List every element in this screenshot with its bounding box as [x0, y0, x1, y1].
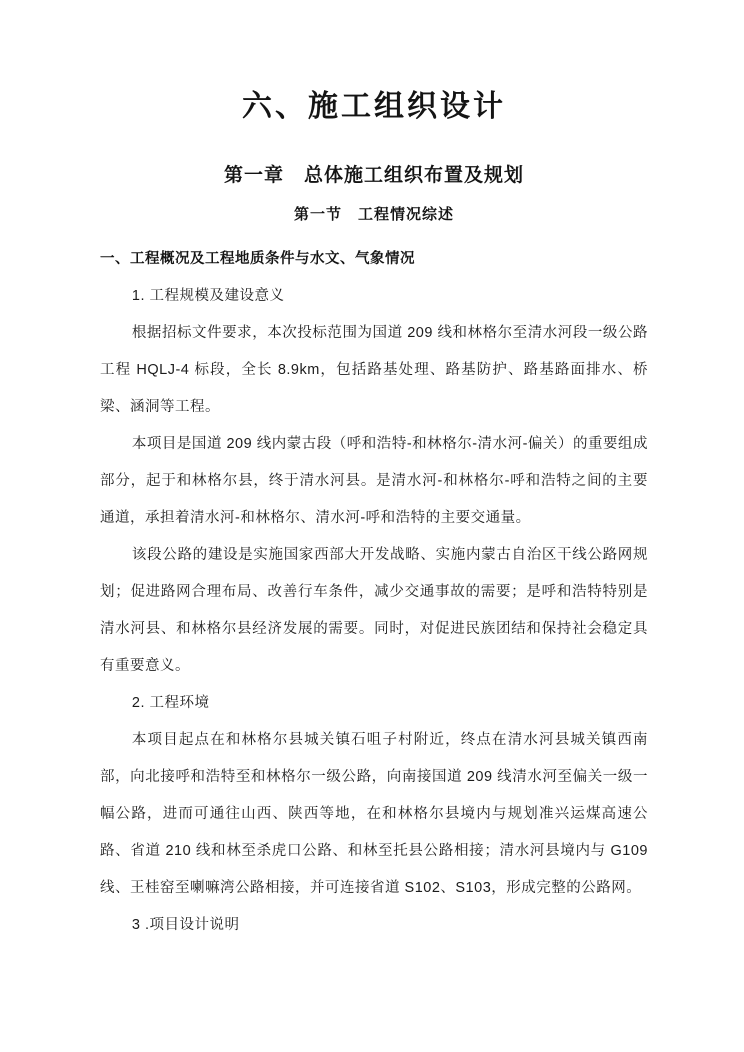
- subheading-project-scale: 1. 工程规模及建设意义: [131, 288, 285, 304]
- subheading-project-environment: 2. 工程环境: [131, 695, 210, 711]
- paragraph-project-location: 本项目是国道 209 线内蒙古段（呼和浩特-和林格尔-清水河-偏关）的重要组成部分，起于和林格尔县，终于清水河县。是清水河-和林格尔-呼和浩特之间的主要通道，承担着清水河-和林格尔、清水河-呼和浩特的主要交通量。: [100, 436, 648, 526]
- section-heading: 第一节 工程情况综述: [293, 206, 454, 223]
- heading-project-overview: 一、工程概况及工程地质条件与水文、气象情况: [100, 251, 415, 267]
- document-body: [100, 241, 648, 944]
- subheading-design-description: 3 .项目设计说明: [131, 917, 240, 933]
- paragraph-construction-significance: 该段公路的建设是实施国家西部大开发战略、实施内蒙古自治区干线公路网规划；促进路网合理布局、改善行车条件，减少交通事故的需要；是呼和浩特特别是清水河县、和林格尔县经济发展的需要。同时，对促进民族团结和保持社会稳定具有重要意义。: [100, 547, 648, 674]
- chapter-heading: 第一章 总体施工组织布置及规划: [223, 165, 524, 186]
- paragraph-bid-scope: 根据招标文件要求，本次投标范围为国道 209 线和林格尔至清水河段一级公路工程 HQLJ-4 标段，全长 8.9km，包括路基处理、路基防护、路基路面排水、桥梁、涵洞等工程。: [100, 325, 648, 415]
- document-title: 六、施工组织设计: [242, 90, 506, 123]
- paragraph-route-connections: 本项目起点在和林格尔县城关镇石咀子村附近，终点在清水河县城关镇西南部，向北接呼和浩特至和林格尔一级公路，向南接国道 209 线清水河至偏关一级一幅公路，进而可通往山西、陕西等地，在和林格尔县境内与规划准兴运煤高速公路、省道 210 线和林至杀虎口公路、和林至托县公路相接；清水河县境内与 G109 线、王桂窑至喇嘛湾公路相接，并可连接省道 S102、S103，形成完整的公路网。: [100, 732, 648, 896]
